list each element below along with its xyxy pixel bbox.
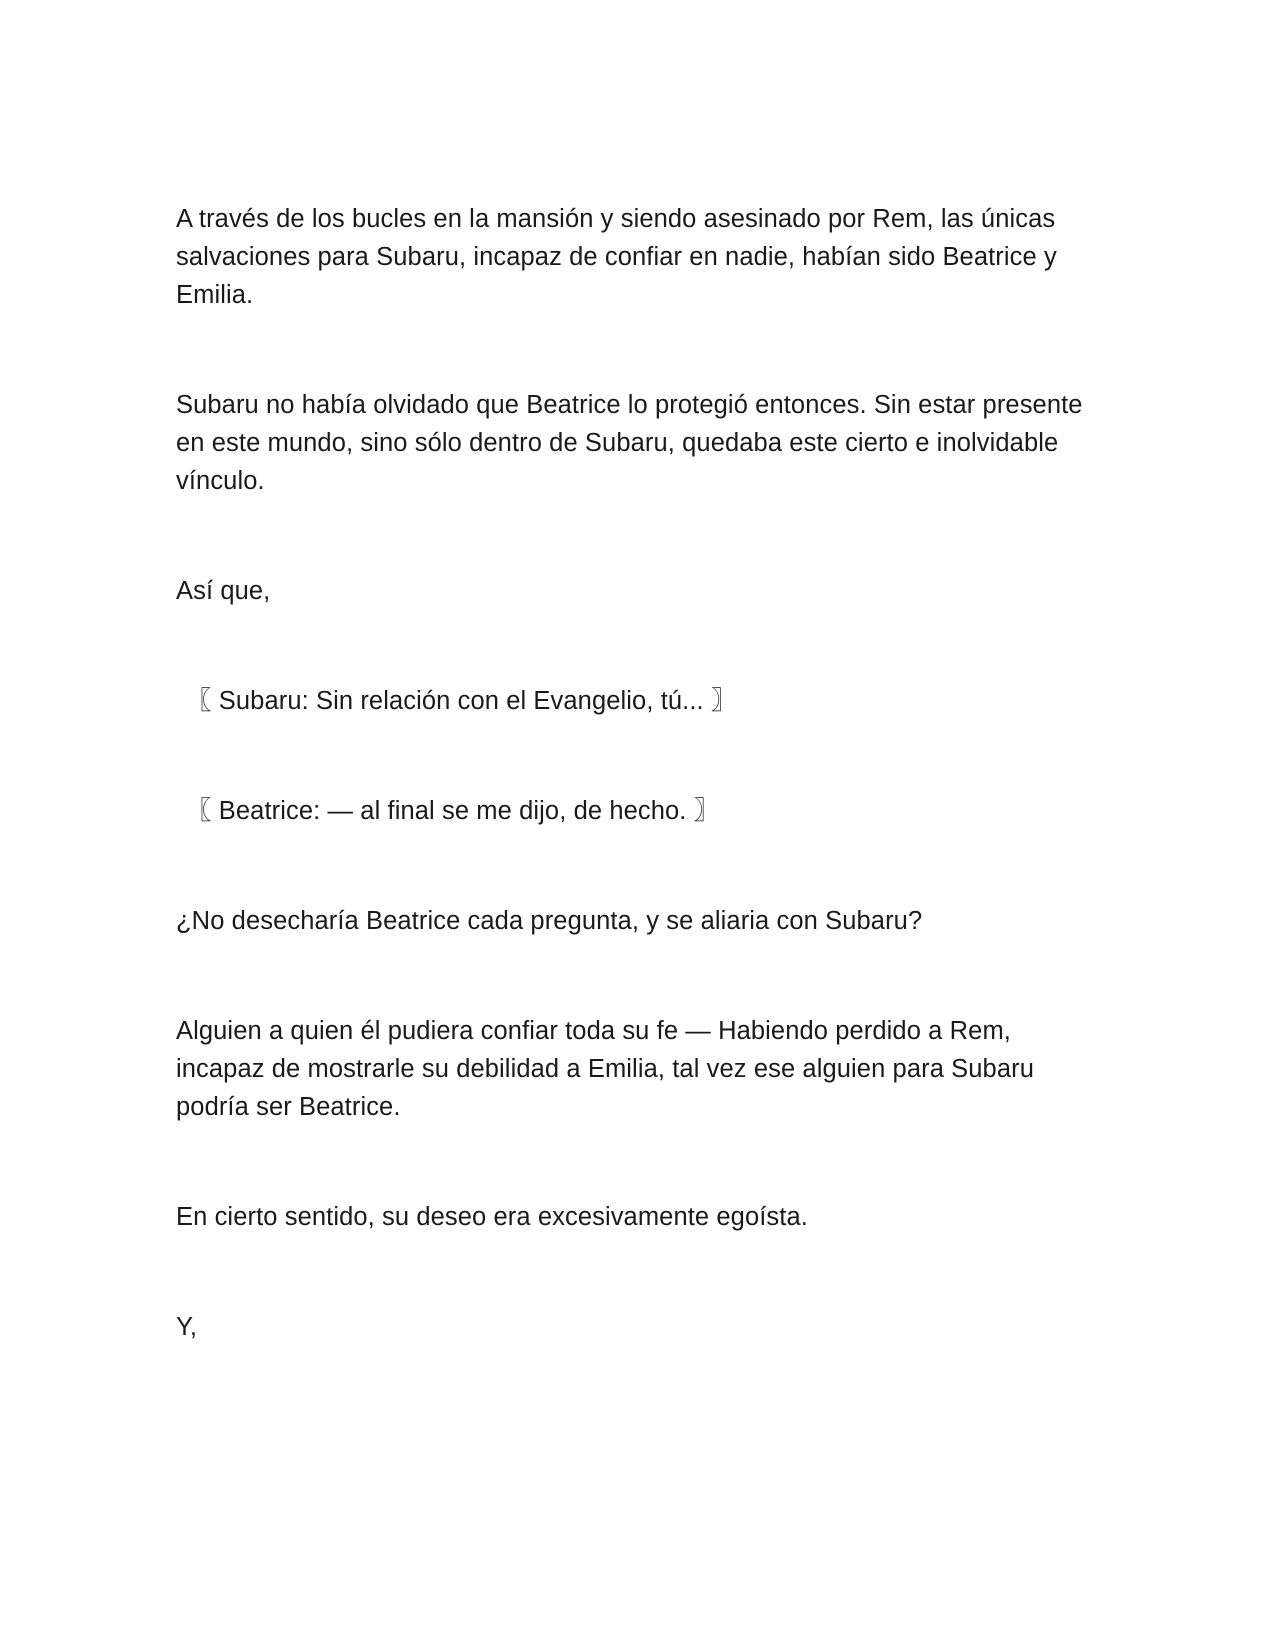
paragraph-7: Alguien a quien él pudiera confiar toda su fe — Habiendo perdido a Rem, incapaz de mostrarle su debilidad a Emilia, tal vez ese alguien para Subaru podría ser Beatrice.	[176, 1017, 1034, 1121]
paragraph-6: ¿No desecharía Beatrice cada pregunta, y se aliaria con Subaru?	[176, 907, 923, 935]
document-body	[176, 200, 1096, 1346]
paragraph-8: En cierto sentido, su deseo era excesivamente egoísta.	[176, 1203, 808, 1231]
dialogue-subaru: 〖 Subaru: Sin relación con el Evangelio, tú... 〗	[186, 687, 737, 715]
paragraph-2: Subaru no había olvidado que Beatrice lo protegió entonces. Sin estar presente en este mundo, sino sólo dentro de Subaru, quedaba este cierto e inolvidable vínculo.	[176, 391, 1083, 495]
paragraph-9: Y,	[176, 1313, 198, 1341]
paragraph-1: A través de los bucles en la mansión y siendo asesinado por Rem, las únicas salvaciones para Subaru, incapaz de confiar en nadie, habían sido Beatrice y Emilia.	[176, 205, 1057, 309]
paragraph-3: Así que,	[176, 577, 271, 605]
dialogue-beatrice: 〖 Beatrice: — al final se me dijo, de hecho. 〗	[186, 797, 720, 825]
